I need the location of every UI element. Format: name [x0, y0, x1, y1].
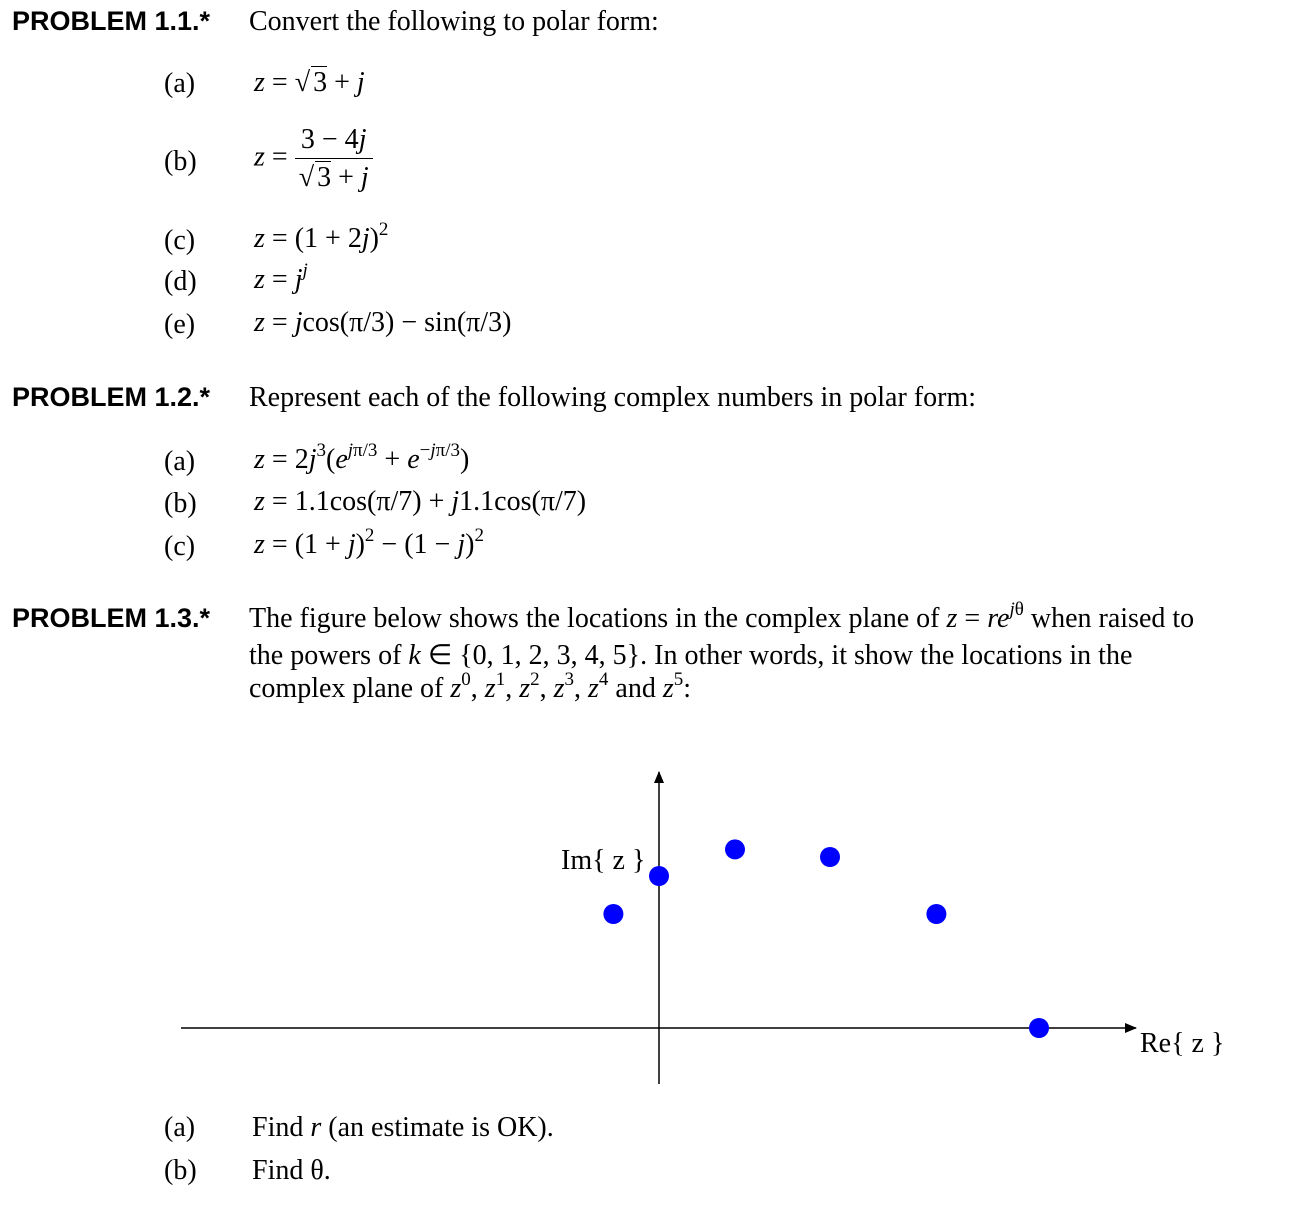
- real-axis-label: Re{ z }: [1140, 1028, 1225, 1059]
- item-a-var: r: [310, 1112, 322, 1143]
- problem-1-3-prompt-line-3: complex plane of $z^0$, $z^1$, $z^2$, $z^3$, $z^4$ and $z^5$:: [249, 669, 692, 704]
- item-b-text-start: Find: [252, 1155, 304, 1186]
- problem-1-1-item-d-label: (d): [164, 266, 197, 297]
- point-z3: [725, 839, 745, 859]
- problem-1-1-item-a-label: (a): [164, 68, 196, 99]
- problem-1-2-item-c-label: (c): [164, 531, 196, 562]
- problem-1-2-prompt: Represent each of the following complex numbers in polar form:: [249, 382, 977, 413]
- problem-1-3-item-b-text: [252, 1155, 331, 1187]
- point-z5: [603, 904, 623, 924]
- problem-1-2-item-a-equation: $z = 2j^3(e^{j\pi/3} + e^{-j\pi/3})$: [254, 440, 470, 475]
- problem-1-2-item-a-label: (a): [164, 446, 196, 477]
- point-z4: [649, 866, 669, 886]
- point-z0: [1029, 1018, 1049, 1038]
- problem-1-2-item-b-equation: z = 1.1cos(π/7) + j1.1cos(π/7): [254, 486, 587, 517]
- problem-1-2-heading: PROBLEM 1.2.*: [12, 382, 211, 412]
- prompt-line-2-end: . In other words, it show the locations in the: [640, 640, 1133, 671]
- item-b-var: θ.: [310, 1155, 331, 1186]
- problem-1-1-item-e-equation: z = jcos(π/3) − sin(π/3): [254, 307, 512, 338]
- point-z2: [820, 847, 840, 867]
- problem-1-2-item-c-equation: $z = (1 + j)^2 - (1 - j)^2$: [254, 525, 484, 560]
- item-a-text-start: Find: [252, 1112, 304, 1143]
- prompt-line-2-start: the powers of: [249, 640, 402, 671]
- problem-1-1-item-c-equation: $z = (1 + 2j)^2$: [254, 219, 389, 254]
- problem-1-3-item-a-label: (a): [164, 1112, 196, 1143]
- problem-1-1-item-d-equation: $z = j^j$: [254, 260, 308, 295]
- problem-1-1-item-b-equation: z = $\frac{3 - 4j}{√ 3 + j}$: [254, 124, 373, 194]
- problem-1-1-item-b-label: (b): [164, 146, 197, 177]
- problem-1-3-item-a-text: [252, 1112, 554, 1144]
- problem-1-3-heading: PROBLEM 1.3.*: [12, 603, 211, 633]
- point-z1: [926, 904, 946, 924]
- problem-1-3-prompt-line-2: the powers of k ∈ {0, 1, 2, 3, 4, 5}. In other words, it show the locations in the: [249, 640, 1133, 671]
- problem-1-3-item-b-label: (b): [164, 1155, 197, 1186]
- imaginary-axis-label: Im{ z }: [561, 845, 646, 876]
- problem-1-1-heading: PROBLEM 1.1.*: [12, 6, 211, 36]
- problem-1-1-item-c-label: (c): [164, 225, 196, 256]
- problem-1-1-prompt: Convert the following to polar form:: [249, 6, 659, 37]
- problem-1-3-prompt-line-1: The figure below shows the locations in the complex plane of $z = re^{j\theta}$ when raised to: [249, 599, 1195, 634]
- item-a-text-end: (an estimate is OK).: [328, 1112, 554, 1143]
- problem-1-2-item-b-label: (b): [164, 488, 197, 519]
- problem-1-1-item-e-label: (e): [164, 309, 196, 340]
- points-layer: [603, 839, 1049, 1038]
- problem-1-1-item-a-equation: z = √ 3 + j: [254, 67, 365, 98]
